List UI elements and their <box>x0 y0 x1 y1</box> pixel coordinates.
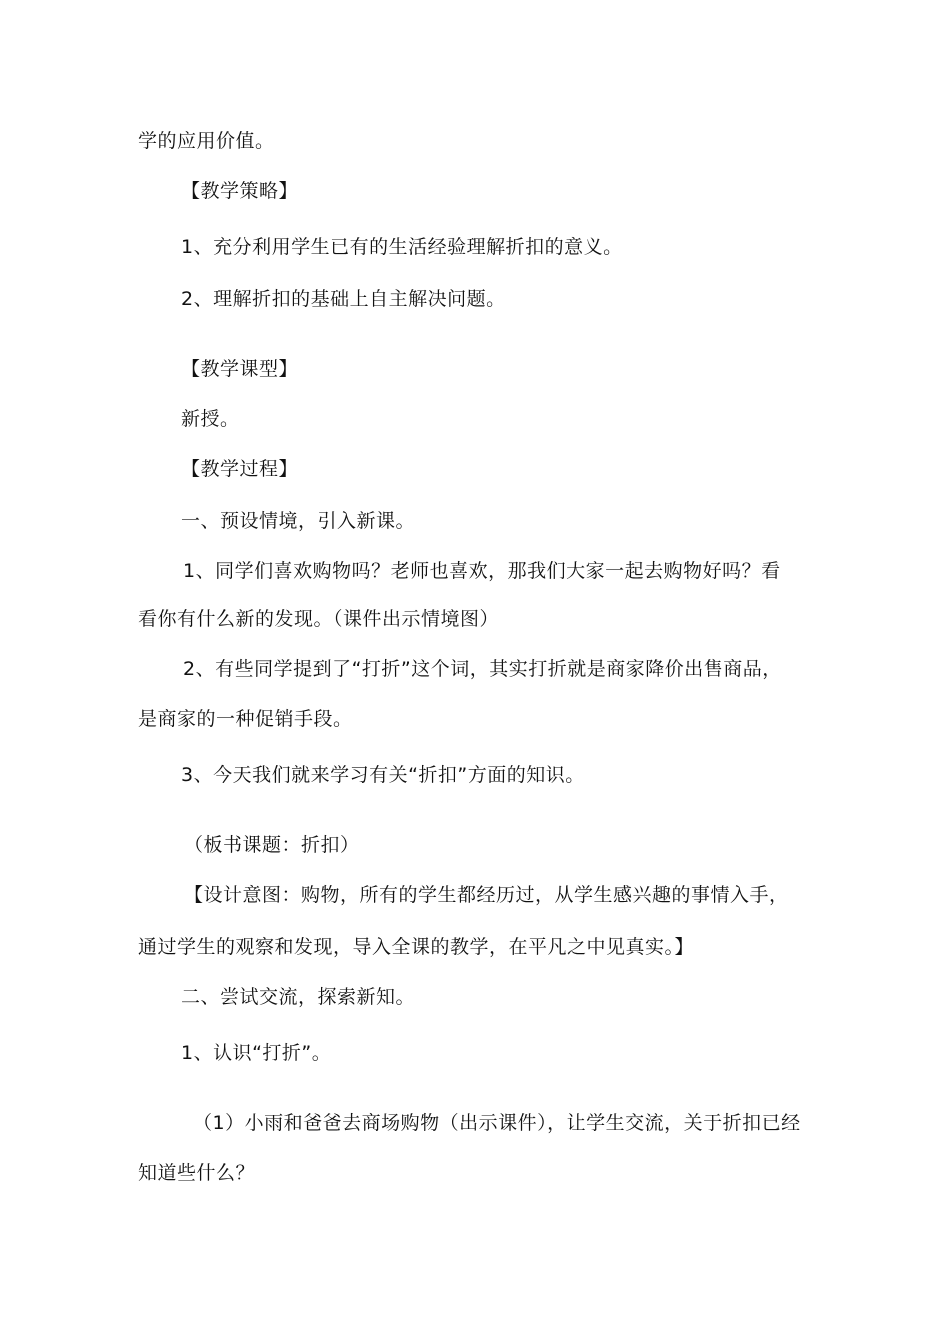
section-heading: 【教学策略】 <box>181 180 299 202</box>
paragraph-line: 【设计意图：购物，所有的学生都经历过，从学生感兴趣的事情入手， <box>184 884 789 906</box>
paragraph-line: （1）小雨和爸爸去商场购物（出示课件），让学生交流，关于折扣已经 <box>193 1112 801 1134</box>
paragraph-line: 2、理解折扣的基础上自主解决问题。 <box>181 288 506 310</box>
section-heading: 【教学课型】 <box>181 358 299 380</box>
paragraph-line: 新授。 <box>181 408 240 430</box>
paragraph-line: 一、预设情境，引入新课。 <box>181 510 416 532</box>
paragraph-line: 是商家的一种促销手段。 <box>138 708 353 730</box>
paragraph-line: 1、充分利用学生已有的生活经验理解折扣的意义。 <box>181 236 623 258</box>
paragraph-line: 二、尝试交流，探索新知。 <box>181 986 416 1008</box>
paragraph-line: 知道些什么？ <box>138 1162 256 1184</box>
section-heading: 【教学过程】 <box>181 458 299 480</box>
paragraph-line: 2、有些同学提到了“打折”这个词，其实打折就是商家降价出售商品， <box>183 658 782 680</box>
paragraph-line: 1、认识“打折”。 <box>181 1042 332 1064</box>
paragraph-line: 学的应用价值。 <box>138 130 275 152</box>
paragraph-line: 看你有什么新的发现。（课件出示情境图） <box>138 608 500 630</box>
paragraph-line: 通过学生的观察和发现，导入全课的教学，在平凡之中见真实。】 <box>138 936 695 958</box>
paragraph-line: 1、同学们喜欢购物吗？老师也喜欢，那我们大家一起去购物好吗？看 <box>183 560 781 582</box>
paragraph-line: （板书课题：折扣） <box>184 834 360 856</box>
paragraph-line: 3、今天我们就来学习有关“折扣”方面的知识。 <box>181 764 585 786</box>
